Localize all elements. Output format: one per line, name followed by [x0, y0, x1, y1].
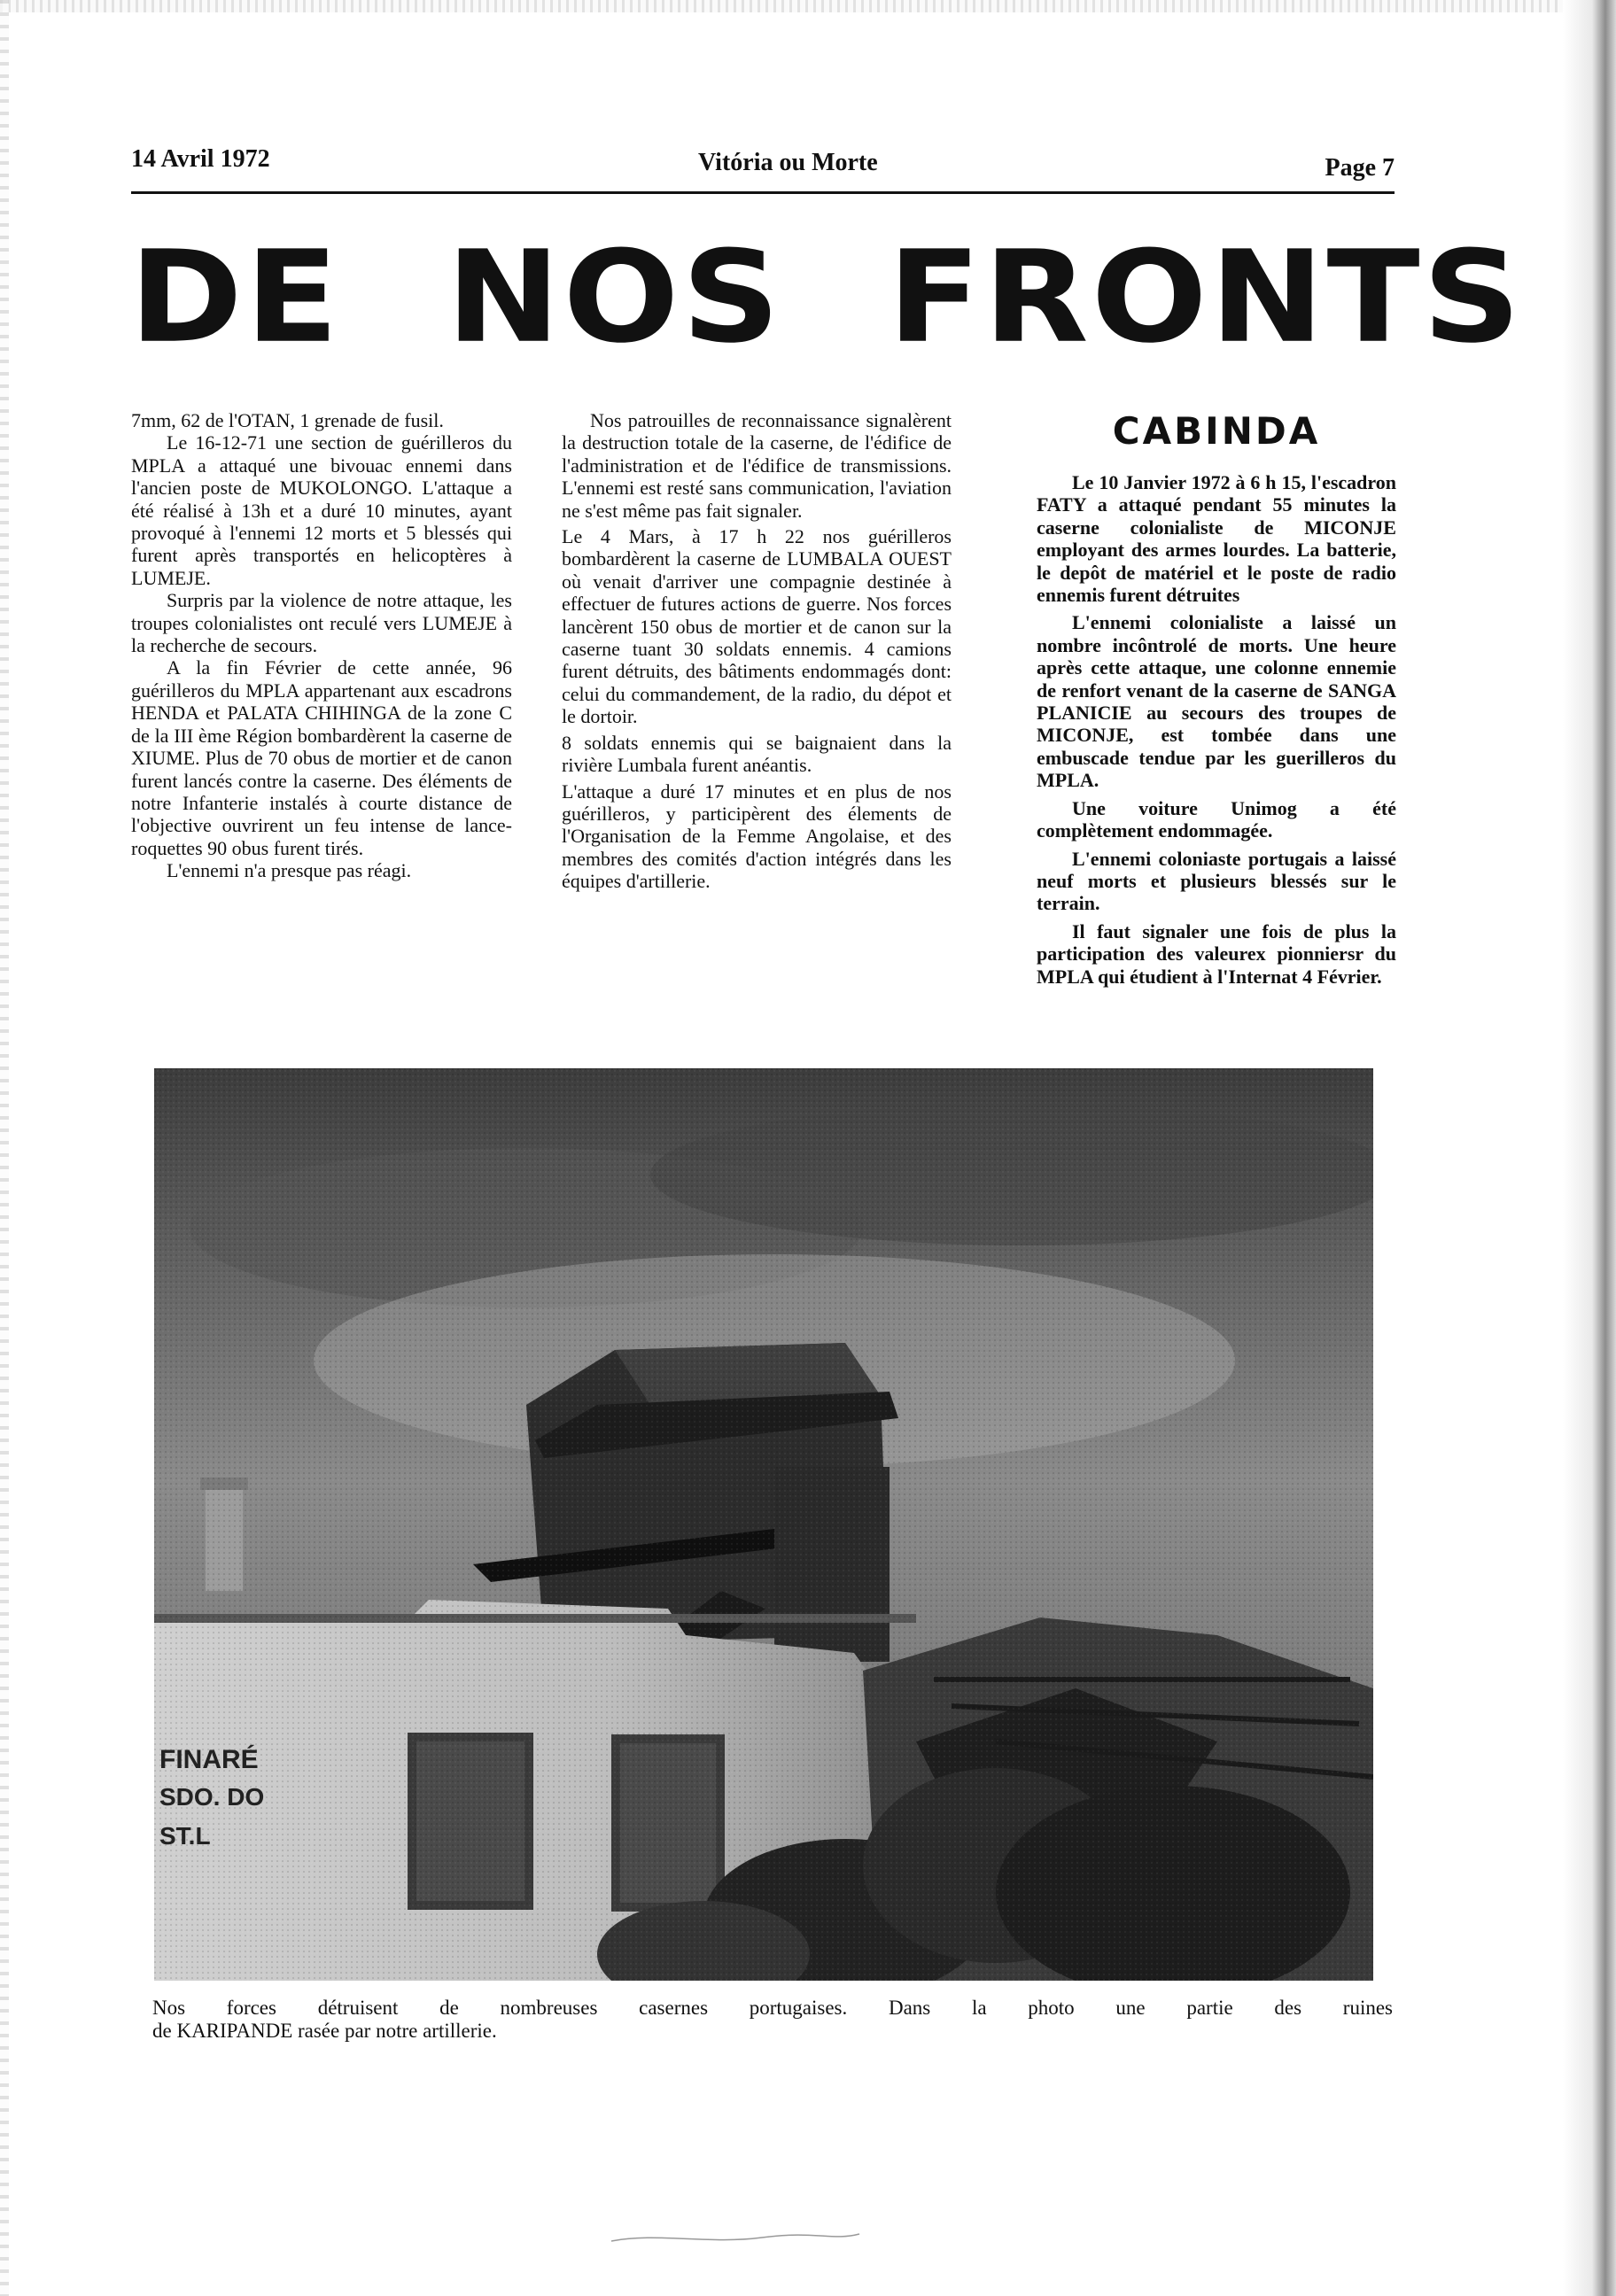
page-header	[131, 145, 1395, 190]
paragraph: L'attaque a duré 17 minutes et en plus de nos guérilleros, y participèrent des élements de l'Organisation de la Femme Angolaise, et des membres des comités d'action intégrés dans les équipes d'artillerie.	[562, 780, 952, 893]
page-number: Page 7	[1325, 154, 1395, 182]
article-column-1	[131, 409, 512, 882]
paragraph: L'ennemi coloniaste portugais a laissé neuf morts et plusieurs blessés sur le terrain.	[1037, 847, 1396, 915]
photo-caption	[152, 1997, 1393, 2043]
ruins-photo-illustration	[154, 1068, 1373, 1981]
scan-artifact-top	[0, 0, 1616, 12]
paragraph: 7mm, 62 de l'OTAN, 1 grenade de fusil.	[131, 409, 444, 431]
scan-artifact-right-edge	[1563, 0, 1616, 2296]
paragraph: L'ennemi colonialiste a laissé un nombre incôntrolé de morts. Une heure après cette attaque, une colonne ennemie de renfort venant de la caserne de SANGA PLANICIE au secours des troupes de MICONJE, est tombée dans une embuscade tendue par les guerilleros du MPLA.	[1037, 611, 1396, 792]
section-title-cabinda: CABINDA	[1112, 409, 1321, 453]
paragraph: L'ennemi n'a presque pas réagi.	[167, 859, 412, 882]
issue-date: 14 Avril 1972	[131, 145, 270, 173]
paragraph: Une voiture Unimog a été complètement endommagée.	[1037, 796, 1396, 842]
scan-mark-bottom	[602, 2215, 868, 2250]
paragraph: Le 16-12-71 une section de guérilleros du MPLA a attaqué une bivouac ennemi dans l'ancien poste de MUKOLONGO. L'attaque a été réalisé à 13h et a duré 10 minutes, ayant provoqué à l'ennemi 12 morts et 5 blessés qui furent après transportés en helicoptères à LUMEJE.	[131, 431, 512, 589]
paragraph: Nos patrouilles de reconnaissance signalèrent la destruction totale de la caserne, de l'édifice de l'administration et de l'édifice de transmissions. L'ennemi est resté sans communication, l'aviation ne s'est même pas fait signaler.	[562, 409, 952, 522]
paragraph: Le 10 Janvier 1972 à 6 h 15, l'escadron FATY a attaqué pendant 55 minutes la caserne colonialiste de MICONJE employant des armes lourdes. La batterie, le depôt de matériel et le poste de radio ennemis furent détruites	[1037, 471, 1396, 607]
paragraph: 8 soldats ennemis qui se baignaient dans la rivière Lumbala furent anéantis.	[562, 731, 952, 777]
caption-line-2: de KARIPANDE rasée par notre artillerie.	[152, 2020, 497, 2042]
paragraph: A la fin Février de cette année, 96 guérilleros du MPLA appartenant aux escadrons HENDA et PALATA CHIHINGA de la zone C de la III ème Région bombardèrent la caserne de XIUME. Plus de 70 obus de mortier et de canon furent lancés contre la caserne. Des éléments de notre Infanterie instalés à courte distance de l'objective ouvrirent un feu intense de lance-roquettes 90 obus furent tirés.	[131, 656, 512, 859]
paragraph: Le 4 Mars, à 17 h 22 nos guérilleros bombardèrent la caserne de LUMBALA OUEST où venait d'arriver une compagnie destinée à effectuer de futures actions de guerre. Nos forces lancèrent 150 obus de mortier et de canon sur la caserne tuant 30 soldats ennemis. 4 camions furent détruits, des bâtiments endommagés dont: celui du commandement, de la radio, du dépot et le dortoir.	[562, 525, 952, 728]
page-headline: DE NOS FRONTS	[129, 223, 1524, 372]
paragraph: Surpris par la violence de notre attaque, les troupes colonialistes ont reculé vers LUMEJE à la recherche de secours.	[131, 589, 512, 657]
wall-graffiti-line-2: SDO. DO	[159, 1783, 265, 1811]
ruins-photo	[154, 1068, 1373, 1981]
caption-line-1: Nos forces détruisent de nombreuses casernes portugaises. Dans la photo une partie des ruines	[152, 1997, 1393, 2019]
scan-artifact-left	[0, 0, 9, 2296]
paragraph: Il faut signaler une fois de plus la participation des valeurex pionniersr du MPLA qui étudient à l'Internat 4 Février.	[1037, 919, 1396, 988]
header-rule	[131, 191, 1395, 194]
wall-graffiti-line-3: ST.L	[159, 1822, 211, 1850]
article-column-2	[562, 409, 952, 896]
publication-name: Vitória ou Morte	[698, 149, 878, 176]
wall-graffiti-line-1: FINARÉ	[159, 1745, 259, 1774]
article-column-3	[1037, 471, 1396, 993]
